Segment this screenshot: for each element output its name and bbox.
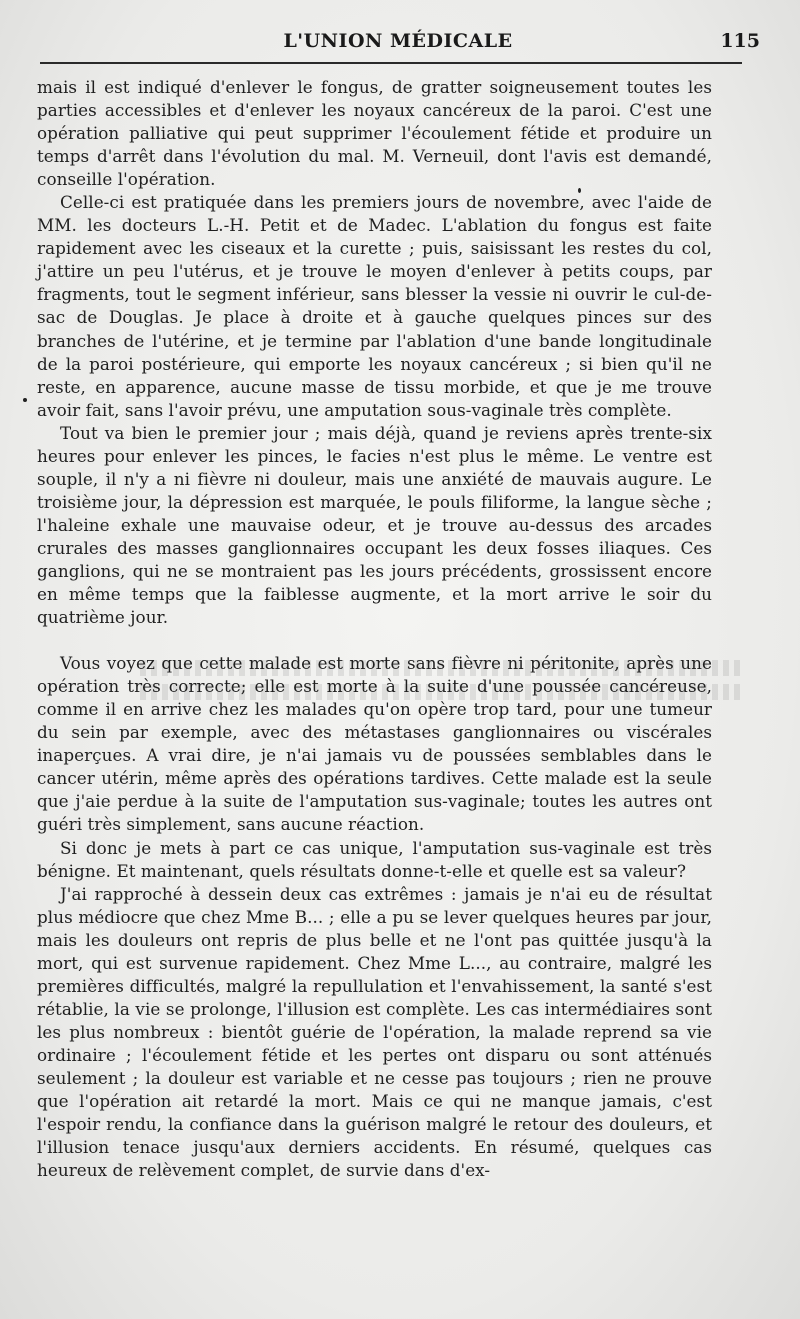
paragraph-operation: Celle-ci est pratiquée dans les premiers jours de novembre, avec l'aide de MM. les docteurs L.-H. Petit et de Madec. L'ablation du fongus est faite rapidement avec les ciseaux et la curette ; puis, saisissant les restes du col, j'attire un peu l'utérus, et je trouve le moyen d'enlever à petits coups, par fragments, tout le segment inférieur, sans blesser la vessie ni ouvrir le cul-de-sac de Douglas. Je place à droite et à gauche quelques pinces sur des branches de l'utérine, et je termine par l'ablation d'une bande longitudinale de la paroi postérieure, qui emporte les noyaux cancéreux ; si bien qu'il ne reste, en apparence, aucune masse de tissu morbide, et que je me trouve avoir fait, sans l'avoir prévu, une amputation sous-vaginale très complète. bbox=[37, 192, 712, 420]
journal-title: L'UNION MÉDICALE bbox=[283, 30, 513, 52]
margin-speck bbox=[23, 398, 27, 402]
running-header bbox=[36, 30, 760, 60]
paragraph-results: J'ai rapproché à dessein deux cas extrêmes : jamais je n'ai eu de résultat plus médiocre que chez Mme B... ; elle a pu se lever quelques heures par jour, mais les douleurs ont repris de plus belle et ne l'ont pas quittée jusqu'à la mort, qui est survenue rapidement. Chez Mme L..., au contraire, malgré les premières difficultés, malgré la repullulation et l'envahissement, la santé s'est rétablie, la vie se prolonge, l'illusion est complète. Les cas intermédiaires sont les plus nombreux : bientôt guérie de l'opération, la malade reprend sa vie ordinaire ; l'écoulement fétide et les pertes ont disparu ou sont atténués seulement ; la douleur est variable et ne cesse pas toujours ; rien ne prouve que l'opération ait retardé la mort. Mais ce qui ne manque jamais, c'est l'espoir rendu, la confiance dans la guérison malgré le retour des douleurs, et l'illusion tenace jusqu'aux derniers accidents. En résumé, quelques cas heureux de relèvement complet, de survie dans d'ex- bbox=[37, 883, 712, 1181]
paragraph-outcome: Tout va bien le premier jour ; mais déjà, quand je reviens après trente-six heures pour enlever les pinces, le facies n'est plus le même. Le ventre est souple, il n'y a ni fièvre ni douleur, mais une anxiété de mauvais augure. Le troisième jour, la dépression est marquée, le pouls filiforme, la langue sèche ; l'haleine exhale une mauvaise odeur, et je trouve au-dessus des arcades crurales des masses ganglionnaires occupant les deux fosses iliaques. Ces ganglions, qui ne se montraient pas les jours précédents, grossissent encore en même temps que la faiblesse augmente, et la mort arrive le soir du quatrième jour. bbox=[37, 422, 712, 628]
header-rule bbox=[40, 62, 742, 64]
article-body bbox=[37, 76, 712, 1182]
paragraph-continuation: mais il est indiqué d'enlever le fongus, de gratter soigneusement toutes les parties accessibles et d'enlever les noyaux cancéreux de la paroi. C'est une opération palliative qui peut supprimer l'écoulement fétide et produire un temps d'arrêt dans l'évolution du mal. M. Verneuil, dont l'avis est demandé, conseille l'opération. bbox=[37, 77, 712, 190]
paragraph-discussion: Vous voyez que cette malade est morte sans fièvre ni péritonite, après une opération très correcte; elle est morte à la suite d'une poussée cancéreuse, comme il en arrive chez les malades qu'on opère trop tard, pour une tumeur du sein par exemple, avec des métastases ganglionnaires ou viscérales inaperçues. A vrai dire, je n'ai jamais vu de poussées semblables dans le cancer utérin, même après des opérations tardives. Cette malade est la seule que j'aie perdue à la suite de l'amputation sus-vaginale; toutes les autres ont guéri très simplement, sans aucune réaction. bbox=[37, 653, 712, 835]
paragraph-benign: Si donc je mets à part ce cas unique, l'amputation sus-vaginale est très bénigne. Et maintenant, quels résultats donne-t-elle et quelle est sa valeur? bbox=[37, 837, 712, 881]
page-number: 115 bbox=[720, 30, 760, 52]
